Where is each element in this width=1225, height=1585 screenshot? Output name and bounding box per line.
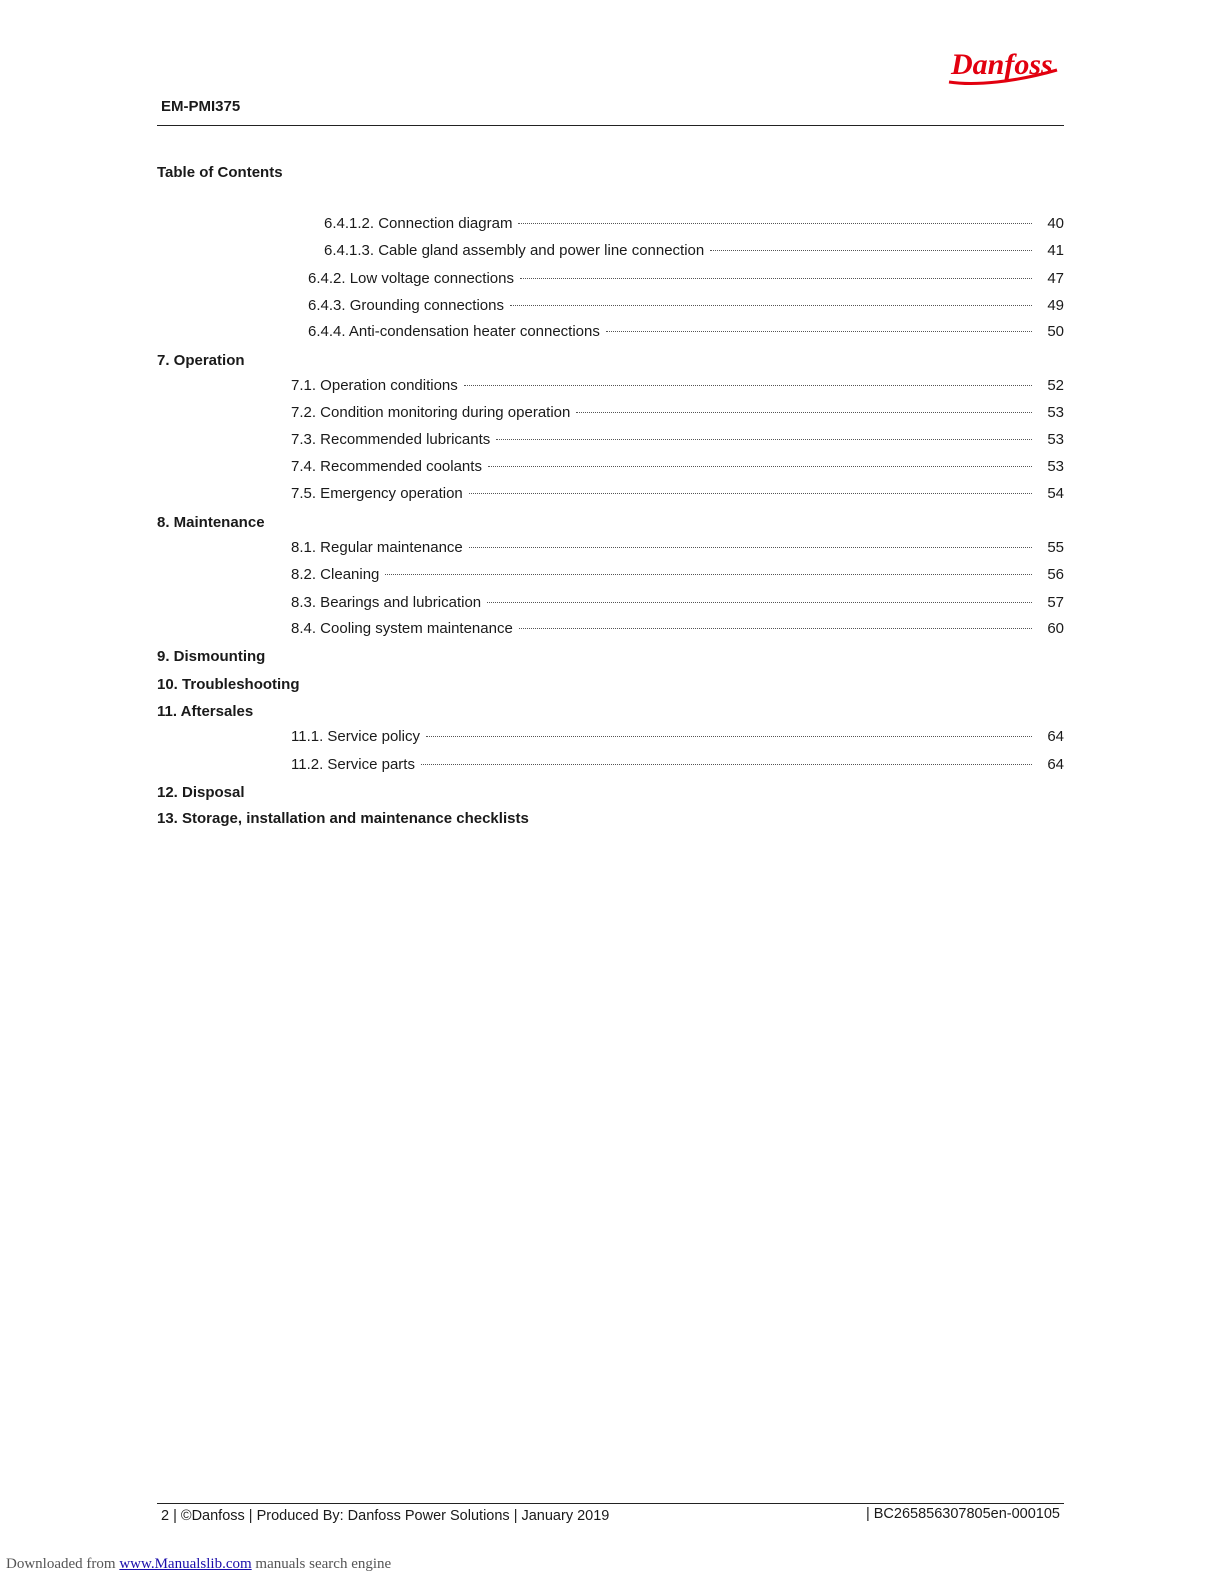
toc-leader: [487, 602, 1032, 603]
toc-page-number: 50: [1047, 323, 1064, 340]
danfoss-logo: [945, 42, 1060, 90]
toc-leader: [606, 331, 1032, 332]
toc-page-number: 57: [1047, 594, 1064, 611]
footer-rule: [157, 1503, 1064, 1504]
toc-entry-text: 7.4. Recommended coolants: [291, 458, 482, 475]
toc-leader: [710, 250, 1032, 251]
toc-page-number: 53: [1047, 458, 1064, 475]
toc-leader: [576, 412, 1032, 413]
toc-leader: [426, 736, 1032, 737]
toc-page-number: 52: [1047, 377, 1064, 394]
toc-entry-text: 6.4.1.2. Connection diagram: [324, 215, 513, 232]
document-id: EM-PMI375: [161, 98, 241, 115]
manualslib-link[interactable]: www.Manualslib.com: [119, 1556, 252, 1572]
toc-leader: [469, 547, 1032, 548]
toc-entry-text: 7.2. Condition monitoring during operation: [291, 404, 571, 421]
toc-leader: [469, 493, 1032, 494]
toc-entry[interactable]: [291, 458, 1064, 480]
toc-page-number: 49: [1047, 297, 1064, 314]
toc-page-number: 60: [1047, 620, 1064, 637]
toc-page-number: 53: [1047, 431, 1064, 448]
toc-section-heading[interactable]: 7. Operation: [157, 352, 245, 369]
toc-leader: [519, 628, 1032, 629]
toc-entry[interactable]: [308, 270, 1064, 292]
toc-page-number: 53: [1047, 404, 1064, 421]
toc-page-number: 55: [1047, 539, 1064, 556]
toc-leader: [421, 764, 1032, 765]
toc-leader: [464, 385, 1032, 386]
toc-entry-text: 7.3. Recommended lubricants: [291, 431, 491, 448]
toc-page-number: 64: [1047, 728, 1064, 745]
toc-entry-text: 8.2. Cleaning: [291, 566, 380, 583]
toc-entry-text: 6.4.3. Grounding connections: [308, 297, 504, 314]
toc-entry[interactable]: [291, 566, 1064, 588]
toc-entry[interactable]: [291, 620, 1064, 642]
toc-leader: [518, 223, 1032, 224]
toc-section-heading[interactable]: 13. Storage, installation and maintenance checklists: [157, 810, 529, 827]
toc-entry[interactable]: [291, 377, 1064, 399]
toc-entry[interactable]: [291, 485, 1064, 507]
toc-leader: [385, 574, 1032, 575]
download-note: [6, 1556, 391, 1573]
toc-entry[interactable]: [291, 539, 1064, 561]
toc-page-number: 47: [1047, 270, 1064, 287]
logo-wordmark: Danfoss: [951, 48, 1053, 81]
footer-left-text: 2 | ©Danfoss | Produced By: Danfoss Power Solutions | January 2019: [161, 1508, 610, 1524]
toc-page-number: 64: [1047, 756, 1064, 773]
toc-page-number: 41: [1047, 242, 1064, 259]
toc-leader: [510, 305, 1032, 306]
toc-entry[interactable]: [324, 242, 1064, 264]
toc-section-heading[interactable]: 11. Aftersales: [157, 703, 254, 720]
toc-entry[interactable]: [291, 404, 1064, 426]
toc-title: Table of Contents: [157, 164, 283, 181]
toc-leader: [496, 439, 1032, 440]
header-rule: [157, 125, 1064, 126]
toc-entry[interactable]: [291, 728, 1064, 750]
toc-entry[interactable]: [291, 431, 1064, 453]
toc-entry-text: 7.1. Operation conditions: [291, 377, 458, 394]
toc-leader: [520, 278, 1032, 279]
footer-document-number: | BC265856307805en-000105: [865, 1506, 1060, 1522]
download-note-prefix: Downloaded from: [6, 1556, 120, 1572]
toc-entry[interactable]: [291, 594, 1064, 616]
toc-page-number: 56: [1047, 566, 1064, 583]
toc-entry-text: 8.3. Bearings and lubrication: [291, 594, 482, 611]
toc-entry[interactable]: [308, 297, 1064, 319]
download-note-suffix: manuals search engine: [251, 1556, 392, 1572]
toc-section-heading[interactable]: 8. Maintenance: [157, 514, 265, 531]
toc-entry[interactable]: [308, 323, 1064, 345]
toc-entry[interactable]: [324, 215, 1064, 237]
toc-section-heading[interactable]: 12. Disposal: [157, 784, 245, 801]
toc-entry-text: 6.4.1.3. Cable gland assembly and power line connection: [324, 242, 705, 259]
toc-entry-text: 6.4.2. Low voltage connections: [308, 270, 514, 287]
toc-entry-text: 6.4.4. Anti-condensation heater connections: [308, 323, 600, 340]
toc-section-heading[interactable]: 9. Dismounting: [157, 648, 266, 665]
toc-entry-text: 7.5. Emergency operation: [291, 485, 463, 502]
toc-page-number: 40: [1047, 215, 1064, 232]
toc-entry-text: 11.2. Service parts: [291, 756, 415, 773]
toc-entry-text: 11.1. Service policy: [291, 728, 420, 745]
toc-entry-text: 8.4. Cooling system maintenance: [291, 620, 513, 637]
toc-page-number: 54: [1047, 485, 1064, 502]
toc-entry-text: 8.1. Regular maintenance: [291, 539, 463, 556]
toc-leader: [488, 466, 1032, 467]
toc-section-heading[interactable]: 10. Troubleshooting: [157, 676, 300, 693]
toc-entry[interactable]: [291, 756, 1064, 778]
